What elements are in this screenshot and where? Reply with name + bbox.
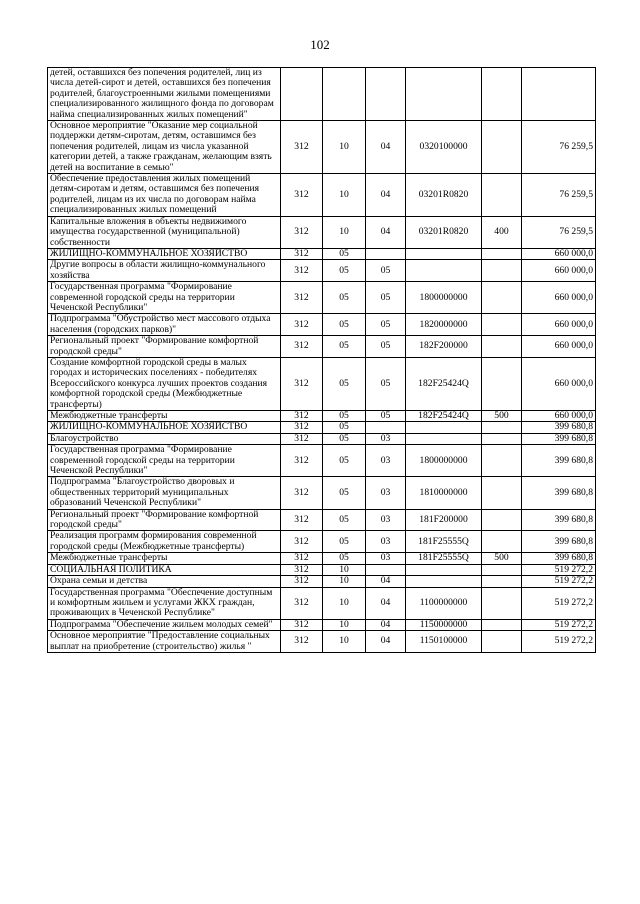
row-sum-cell: 519 272,2 xyxy=(522,619,596,630)
row-pr-cell: 04 xyxy=(366,619,406,630)
row-name-cell: Охрана семьи и детства xyxy=(48,576,281,587)
row-sum-cell: 76 259,5 xyxy=(522,216,596,248)
table-row xyxy=(48,564,596,575)
row-pr-cell xyxy=(366,68,406,121)
table-row xyxy=(48,357,596,410)
row-gr-cell: 312 xyxy=(281,509,323,531)
row-vr-cell xyxy=(482,619,522,630)
row-sum-cell: 519 272,2 xyxy=(522,631,596,653)
row-pr-cell: 03 xyxy=(366,553,406,564)
row-pr-cell: 04 xyxy=(366,576,406,587)
table-row xyxy=(48,248,596,259)
row-rz-cell: 10 xyxy=(323,174,366,217)
row-name-cell: Межбюджетные трансферты xyxy=(48,411,281,422)
table-row xyxy=(48,216,596,248)
row-cs-cell: 1800000000 xyxy=(406,282,482,314)
row-cs-cell: 1800000000 xyxy=(406,445,482,477)
row-rz-cell: 05 xyxy=(323,260,366,282)
row-gr-cell: 312 xyxy=(281,282,323,314)
row-cs-cell xyxy=(406,433,482,444)
row-sum-cell: 660 000,0 xyxy=(522,357,596,410)
row-pr-cell: 05 xyxy=(366,411,406,422)
budget-table xyxy=(47,67,596,653)
row-gr-cell: 312 xyxy=(281,564,323,575)
row-gr-cell: 312 xyxy=(281,411,323,422)
table-row xyxy=(48,631,596,653)
row-gr-cell: 312 xyxy=(281,216,323,248)
row-gr-cell: 312 xyxy=(281,576,323,587)
row-gr-cell: 312 xyxy=(281,477,323,509)
row-pr-cell: 03 xyxy=(366,509,406,531)
row-pr-cell: 04 xyxy=(366,216,406,248)
table-row xyxy=(48,445,596,477)
row-name-cell: СОЦИАЛЬНАЯ ПОЛИТИКА xyxy=(48,564,281,575)
row-sum-cell: 76 259,5 xyxy=(522,121,596,174)
row-pr-cell: 05 xyxy=(366,282,406,314)
row-sum-cell: 399 680,8 xyxy=(522,445,596,477)
row-name-cell: Государственная программа "Формирование современной городской среды на территории Чеченской Республики" xyxy=(48,282,281,314)
row-name-cell: Региональный проект "Формирование комфортной городской среды" xyxy=(48,509,281,531)
row-cs-cell: 181F25555Q xyxy=(406,553,482,564)
row-pr-cell: 05 xyxy=(366,357,406,410)
row-name-cell: Создание комфортной городской среды в малых городах и исторических поселениях - победителях Всероссийского конкурса лучших проектов создания комфортной городской среды (Межбюджетные трансферты) xyxy=(48,357,281,410)
page-number: 102 xyxy=(310,37,330,52)
row-pr-cell: 04 xyxy=(366,121,406,174)
row-rz-cell: 05 xyxy=(323,282,366,314)
row-vr-cell xyxy=(482,631,522,653)
row-vr-cell xyxy=(482,509,522,531)
row-rz-cell: 05 xyxy=(323,336,366,358)
row-cs-cell xyxy=(406,576,482,587)
row-vr-cell: 400 xyxy=(482,216,522,248)
row-pr-cell xyxy=(366,248,406,259)
row-sum-cell: 519 272,2 xyxy=(522,576,596,587)
row-rz-cell: 10 xyxy=(323,564,366,575)
row-rz-cell: 05 xyxy=(323,357,366,410)
row-name-cell: Межбюджетные трансферты xyxy=(48,553,281,564)
row-gr-cell: 312 xyxy=(281,357,323,410)
row-rz-cell: 05 xyxy=(323,248,366,259)
row-name-cell: Основное мероприятие "Предоставление социальных выплат на приобретение (строительство) жилья " xyxy=(48,631,281,653)
row-gr-cell: 312 xyxy=(281,422,323,433)
row-vr-cell xyxy=(482,587,522,619)
row-gr-cell: 312 xyxy=(281,174,323,217)
table-row xyxy=(48,553,596,564)
row-rz-cell: 10 xyxy=(323,216,366,248)
row-rz-cell: 10 xyxy=(323,619,366,630)
row-cs-cell: 03201R0820 xyxy=(406,174,482,217)
row-vr-cell xyxy=(482,282,522,314)
row-name-cell: Основное мероприятие "Оказание мер социальной поддержки детям-сиротам, детям, оставшимся без попечения родителей, лицам из числа указанной категории детей, а также гражданам, желающим взять детей на воспитание в семью" xyxy=(48,121,281,174)
row-gr-cell: 312 xyxy=(281,314,323,336)
row-pr-cell: 04 xyxy=(366,587,406,619)
table-row xyxy=(48,509,596,531)
row-sum-cell xyxy=(522,68,596,121)
table-row xyxy=(48,174,596,217)
row-vr-cell xyxy=(482,433,522,444)
row-name-cell: Подпрограмма "Обустройство мест массового отдыха населения (городских парков)" xyxy=(48,314,281,336)
row-sum-cell: 519 272,2 xyxy=(522,564,596,575)
row-sum-cell: 660 000,0 xyxy=(522,248,596,259)
row-gr-cell: 312 xyxy=(281,121,323,174)
row-rz-cell xyxy=(323,68,366,121)
row-pr-cell: 04 xyxy=(366,631,406,653)
row-gr-cell xyxy=(281,68,323,121)
row-name-cell: ЖИЛИЩНО-КОММУНАЛЬНОЕ ХОЗЯЙСТВО xyxy=(48,422,281,433)
row-pr-cell: 05 xyxy=(366,260,406,282)
row-rz-cell: 10 xyxy=(323,631,366,653)
row-sum-cell: 519 272,2 xyxy=(522,587,596,619)
row-name-cell: Обеспечение предоставления жилых помещений детям-сиротам и детям, оставшимся без попечения родителей, лицам из их числа по договорам найма специализированных жилых помещений xyxy=(48,174,281,217)
row-gr-cell: 312 xyxy=(281,587,323,619)
row-vr-cell xyxy=(482,314,522,336)
row-pr-cell: 04 xyxy=(366,174,406,217)
row-sum-cell: 76 259,5 xyxy=(522,174,596,217)
table-row xyxy=(48,422,596,433)
table-row xyxy=(48,68,596,121)
row-gr-cell: 312 xyxy=(281,336,323,358)
table-row xyxy=(48,587,596,619)
row-name-cell: ЖИЛИЩНО-КОММУНАЛЬНОЕ ХОЗЯЙСТВО xyxy=(48,248,281,259)
row-rz-cell: 05 xyxy=(323,477,366,509)
row-rz-cell: 05 xyxy=(323,531,366,553)
table-row xyxy=(48,433,596,444)
row-gr-cell: 312 xyxy=(281,619,323,630)
table-row xyxy=(48,121,596,174)
row-name-cell: Реализация программ формирования современной городской среды (Межбюджетные трансферты) xyxy=(48,531,281,553)
row-name-cell: Государственная программа "Формирование современной городской среды на территории Чеченской Республики" xyxy=(48,445,281,477)
row-sum-cell: 399 680,8 xyxy=(522,509,596,531)
table-row xyxy=(48,260,596,282)
row-vr-cell xyxy=(482,531,522,553)
row-rz-cell: 05 xyxy=(323,433,366,444)
row-cs-cell xyxy=(406,564,482,575)
row-vr-cell xyxy=(482,121,522,174)
row-pr-cell xyxy=(366,422,406,433)
row-cs-cell: 1810000000 xyxy=(406,477,482,509)
row-cs-cell: 1150100000 xyxy=(406,631,482,653)
row-cs-cell xyxy=(406,68,482,121)
row-gr-cell: 312 xyxy=(281,531,323,553)
row-cs-cell xyxy=(406,422,482,433)
table-row xyxy=(48,531,596,553)
row-sum-cell: 660 000,0 xyxy=(522,260,596,282)
row-gr-cell: 312 xyxy=(281,553,323,564)
row-cs-cell: 03201R0820 xyxy=(406,216,482,248)
row-cs-cell: 1100000000 xyxy=(406,587,482,619)
row-cs-cell xyxy=(406,248,482,259)
row-cs-cell: 182F200000 xyxy=(406,336,482,358)
row-sum-cell: 399 680,8 xyxy=(522,531,596,553)
row-vr-cell xyxy=(482,248,522,259)
row-vr-cell xyxy=(482,445,522,477)
row-pr-cell: 03 xyxy=(366,531,406,553)
row-sum-cell: 399 680,8 xyxy=(522,422,596,433)
row-rz-cell: 05 xyxy=(323,509,366,531)
row-gr-cell: 312 xyxy=(281,445,323,477)
row-name-cell: Региональный проект "Формирование комфортной городской среды" xyxy=(48,336,281,358)
row-vr-cell: 500 xyxy=(482,553,522,564)
row-cs-cell: 0320100000 xyxy=(406,121,482,174)
row-rz-cell: 10 xyxy=(323,587,366,619)
row-rz-cell: 05 xyxy=(323,411,366,422)
row-rz-cell: 10 xyxy=(323,121,366,174)
row-rz-cell: 10 xyxy=(323,576,366,587)
row-pr-cell: 05 xyxy=(366,314,406,336)
table-row xyxy=(48,336,596,358)
row-sum-cell: 399 680,8 xyxy=(522,553,596,564)
row-cs-cell: 182F25424Q xyxy=(406,357,482,410)
table-row xyxy=(48,619,596,630)
row-sum-cell: 660 000,0 xyxy=(522,336,596,358)
row-sum-cell: 660 000,0 xyxy=(522,314,596,336)
row-vr-cell xyxy=(482,422,522,433)
row-vr-cell xyxy=(482,477,522,509)
row-pr-cell: 03 xyxy=(366,433,406,444)
row-vr-cell xyxy=(482,336,522,358)
row-pr-cell xyxy=(366,564,406,575)
row-pr-cell: 05 xyxy=(366,336,406,358)
row-vr-cell xyxy=(482,576,522,587)
row-gr-cell: 312 xyxy=(281,248,323,259)
row-cs-cell: 1820000000 xyxy=(406,314,482,336)
row-sum-cell: 399 680,8 xyxy=(522,433,596,444)
row-cs-cell: 181F25555Q xyxy=(406,531,482,553)
row-rz-cell: 05 xyxy=(323,314,366,336)
row-gr-cell: 312 xyxy=(281,433,323,444)
row-cs-cell xyxy=(406,260,482,282)
row-vr-cell xyxy=(482,68,522,121)
table-row xyxy=(48,282,596,314)
table-row xyxy=(48,314,596,336)
row-pr-cell: 03 xyxy=(366,445,406,477)
row-pr-cell: 03 xyxy=(366,477,406,509)
row-vr-cell xyxy=(482,174,522,217)
table-row xyxy=(48,477,596,509)
table-body xyxy=(48,68,596,653)
row-vr-cell xyxy=(482,564,522,575)
row-gr-cell: 312 xyxy=(281,631,323,653)
row-sum-cell: 660 000,0 xyxy=(522,282,596,314)
row-vr-cell xyxy=(482,260,522,282)
row-rz-cell: 05 xyxy=(323,445,366,477)
table-row xyxy=(48,576,596,587)
row-rz-cell: 05 xyxy=(323,553,366,564)
row-name-cell: детей, оставшихся без попечения родителей, лиц из числа детей-сирот и детей, оставшихся без попечения родителей, благоустроенными жилыми помещениями специализированного жилищного фонда по договорам найма специализированных жилых помещений" xyxy=(48,68,281,121)
row-cs-cell: 1150000000 xyxy=(406,619,482,630)
row-name-cell: Государственная программа "Обеспечение доступным и комфортным жильем и услугами ЖКХ граждан, проживающих в Чеченской Республике" xyxy=(48,587,281,619)
row-vr-cell xyxy=(482,357,522,410)
row-gr-cell: 312 xyxy=(281,260,323,282)
row-vr-cell: 500 xyxy=(482,411,522,422)
row-cs-cell: 182F25424Q xyxy=(406,411,482,422)
row-name-cell: Благоустройство xyxy=(48,433,281,444)
row-cs-cell: 181F200000 xyxy=(406,509,482,531)
row-name-cell: Другие вопросы в области жилищно-коммунального хозяйства xyxy=(48,260,281,282)
row-name-cell: Подпрограмма "Благоустройство дворовых и общественных территорий муниципальных образований Чеченской Республики" xyxy=(48,477,281,509)
row-sum-cell: 660 000,0 xyxy=(522,411,596,422)
row-name-cell: Подпрограмма "Обеспечение жильем молодых семей" xyxy=(48,619,281,630)
row-name-cell: Капитальные вложения в объекты недвижимого имущества государственной (муниципальной) собственности xyxy=(48,216,281,248)
row-rz-cell: 05 xyxy=(323,422,366,433)
row-sum-cell: 399 680,8 xyxy=(522,477,596,509)
